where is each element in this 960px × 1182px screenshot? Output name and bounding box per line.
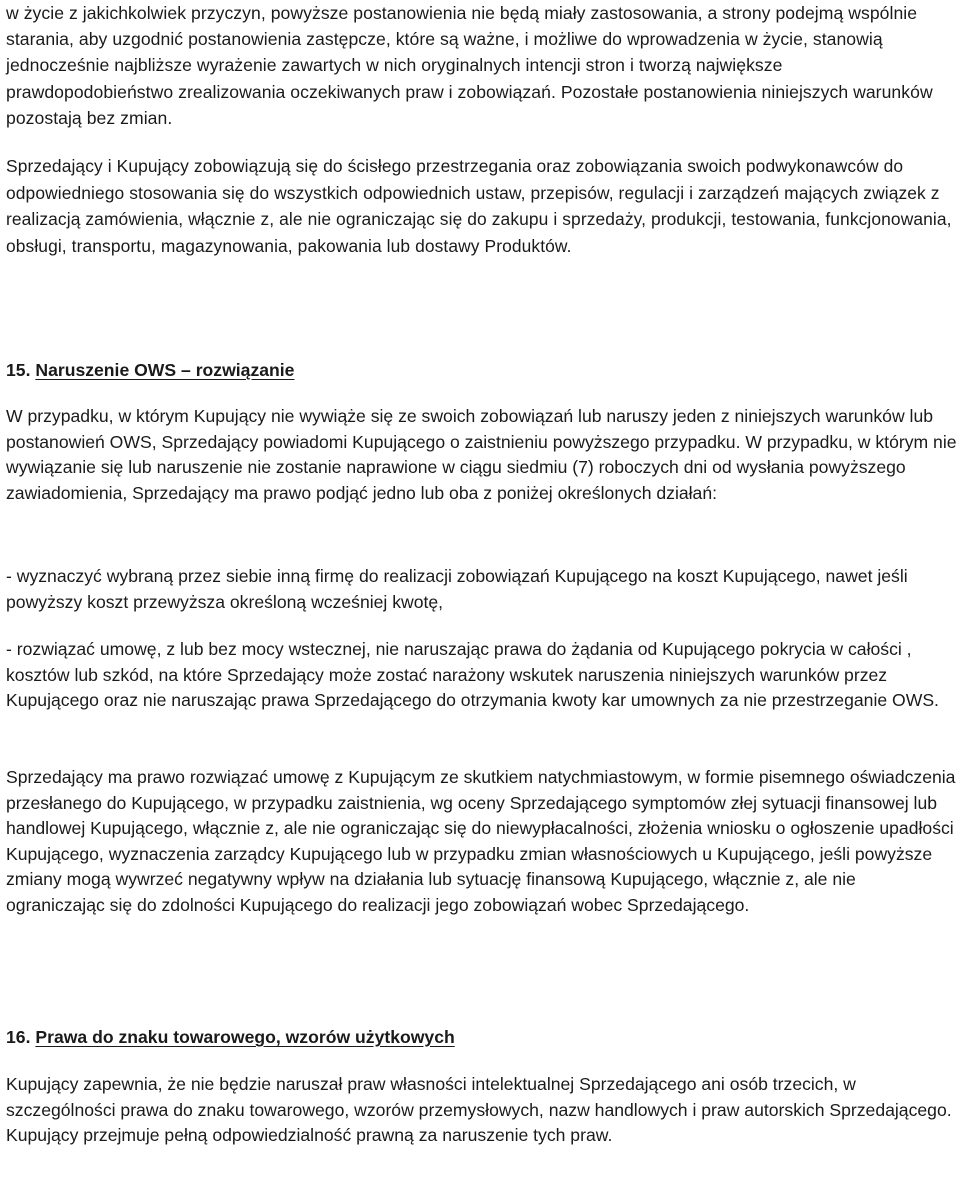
section-15-title: Naruszenie OWS – rozwiązanie — [35, 360, 295, 380]
section-16-heading — [6, 1024, 455, 1050]
section-15-heading — [6, 357, 294, 383]
section-15-paragraph-1: W przypadku, w którym Kupujący nie wywiąże się ze swoich zobowiązań lub naruszy jeden z niniejszych warunków lub postanowień OWS, Sprzedający powiadomi Kupującego o zaistnieniu powyższego przypadku. W przypadku, w którym nie wywiązanie się lub naruszenie nie zostanie naprawione w ciągu siedmiu (7) roboczych dni od wysłania powyższego zawiadomienia, Sprzedający ma prawo podjąć jedno lub oba z poniżej określonych działań: — [6, 406, 957, 503]
section-15-paragraph-3: - rozwiązać umowę, z lub bez mocy wstecznej, nie naruszając prawa do żądania od Kupującego pokrycia w całości , kosztów lub szkód, na które Sprzedający może zostać narażony wskutek naruszenia niniejszych warunków przez Kupującego oraz nie naruszając prawa Sprzedającego do otrzymania kwoty kar umownych za nie przestrzeganie OWS. — [6, 639, 939, 711]
compliance-paragraph: Sprzedający i Kupujący zobowiązują się do ścisłego przestrzegania oraz zobowiązania swoich podwykonawców do odpowiedniego stosowania się do wszystkich odpowiednich ustaw, przepisów, regulacji i zarządzeń mających związek z realizacją zamówienia, włącznie z, ale nie ograniczając się do zakupu i sprzedaży, produkcji, testowania, funkcjonowania, obsługi, transportu, magazynowania, pakowania lub dostawy Produktów. — [6, 156, 952, 256]
section-16-number: 16. — [6, 1027, 31, 1047]
section-16-title: Prawa do znaku towarowego, wzorów użytkowych — [35, 1027, 455, 1047]
section-15-paragraph-4: Sprzedający ma prawo rozwiązać umowę z Kupującym ze skutkiem natychmiastowym, w formie pisemnego oświadczenia przesłanego do Kupującego, w przypadku zaistnienia, wg oceny Sprzedającego symptomów złej sytuacji finansowej lub handlowej Kupującego, włącznie z, ale nie ograniczając się do niewypłacalności, złożenia wniosku o ogłoszenie upadłości Kupującego, wyznaczenia zarządcy Kupującego lub w przypadku zmian własnościowych u Kupującego, jeśli powyższe zmiany mogą wywrzeć negatywny wpływ na działania lub sytuację finansową Kupującego, włącznie z, ale nie ograniczając się do zdolności Kupującego do realizacji jego zobowiązań wobec Sprzedającego. — [6, 767, 956, 915]
section-16-paragraph-1: Kupujący zapewnia, że nie będzie naruszał praw własności intelektualnej Sprzedającego ani osób trzecich, w szczególności prawa do znaku towarowego, wzorów przemysłowych, nazw handlowych i praw autorskich Sprzedającego. Kupujący przejmuje pełną odpowiedzialność prawną za naruszenie tych praw. — [6, 1074, 952, 1146]
section-15-number: 15. — [6, 360, 31, 380]
intro-paragraph: w życie z jakichkolwiek przyczyn, powyższe postanowienia nie będą miały zastosowania, a strony podejmą wspólnie starania, aby uzgodnić postanowienia zastępcze, które są ważne, i możliwe do wprowadzenia w życie, stanowią jednocześnie najbliższe wyrażenie zawartych w nich oryginalnych intencji stron i tworzą największe prawdopodobieństwo zrealizowania oczekiwanych praw i zobowiązań. Pozostałe postanowienia niniejszych warunków pozostają bez zmian. — [6, 3, 933, 128]
section-15-paragraph-2: - wyznaczyć wybraną przez siebie inną firmę do realizacji zobowiązań Kupującego na koszt Kupującego, nawet jeśli powyższy koszt przewyższa określoną wcześniej kwotę, — [6, 566, 908, 612]
